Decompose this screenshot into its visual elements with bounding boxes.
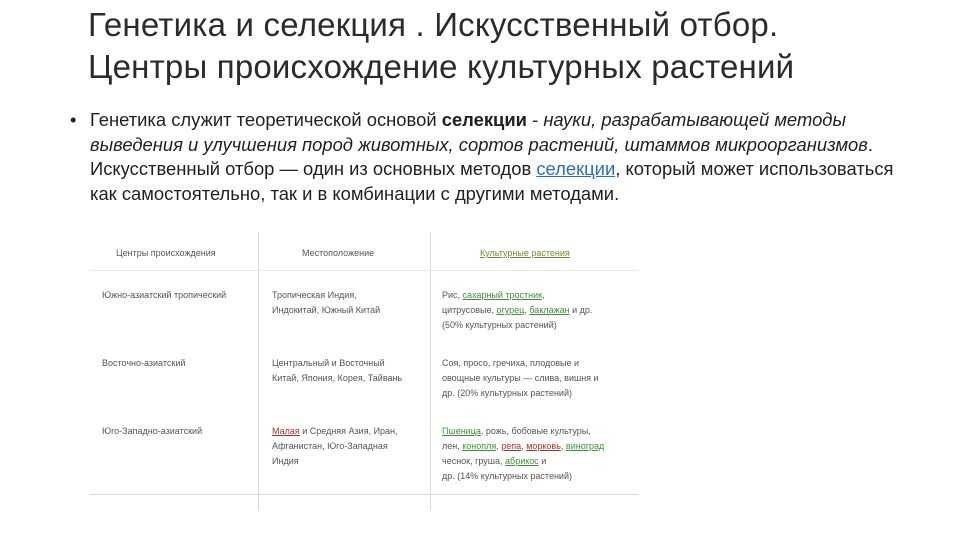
text: , — [524, 305, 530, 315]
row2-center: Восточно-азиатский — [102, 358, 186, 368]
bullet-icon: • — [70, 109, 77, 130]
text: , рожь, бобовые культуры, — [480, 426, 591, 436]
text: цитрусовые, — [442, 305, 497, 315]
row3-plants-l2 — [442, 439, 604, 454]
eggplant-link[interactable]: баклажан — [529, 305, 570, 315]
paragraph-2 — [70, 157, 920, 206]
row3-location-l3: Индия — [272, 456, 299, 466]
row3-location-l1 — [272, 424, 398, 439]
column-divider — [430, 232, 431, 510]
row1-plants-l1 — [442, 288, 545, 303]
slide-title — [88, 4, 908, 88]
row1-center: Южно-азиатский тропический — [102, 290, 227, 300]
text: , — [496, 441, 502, 451]
row1-location-l2: Индокитай, Южный Китай — [272, 305, 381, 315]
p2-text-a: Искусственный отбор — один из основных методов — [90, 158, 537, 180]
row2-plants-l1: Соя, просо, гречиха, плодовые и — [442, 358, 580, 368]
title-line-2: Центры происхождение культурных растений — [88, 48, 795, 85]
bullet-paragraph-1 — [70, 108, 920, 157]
cucumber-link[interactable]: огурец — [496, 305, 525, 315]
text: , — [521, 441, 527, 451]
grape-link[interactable]: виноград — [565, 441, 605, 451]
title-line-1: Генетика и селекция . Искусственный отбор. — [88, 6, 779, 43]
row3-plants-l3 — [442, 454, 546, 469]
text: и Средняя Азия, Иран, — [299, 426, 398, 436]
row3-plants-l1 — [442, 424, 591, 439]
p1-text-a: Генетика служит теоретической основой — [90, 109, 442, 130]
row1-plants-l3: (50% культурных растений) — [442, 320, 557, 330]
row2-plants-l3: др. (20% культурных растений) — [442, 388, 572, 398]
carrot-link[interactable]: морковь — [526, 441, 561, 451]
column-divider — [258, 232, 259, 510]
text: и др. — [569, 305, 593, 315]
p2-text-b: , который может использоваться как самостоятельно, так и в комбинации с другими методами. — [90, 158, 894, 204]
row2-location-l2: Китай, Япония, Корея, Тайвань — [272, 373, 403, 383]
hemp-link[interactable]: конопля — [462, 441, 497, 451]
row1-plants-l2 — [442, 303, 592, 318]
apricot-link[interactable]: абрикос — [505, 456, 539, 466]
row3-location-l2: Афганистан, Юго-Западная — [272, 441, 388, 451]
origin-centers-table — [90, 232, 638, 510]
header-divider — [90, 270, 638, 271]
asia-minor-link[interactable]: Малая — [272, 426, 300, 436]
table-bottom-line — [90, 494, 638, 495]
row3-center: Юго-Западно-азиатский — [102, 426, 203, 436]
row2-plants-l2: овощные культуры — слива, вишня и — [442, 373, 599, 383]
row2-location-l1: Центральный и Восточный — [272, 358, 385, 368]
text: , — [542, 290, 545, 300]
text: Рис, — [442, 290, 463, 300]
sugarcane-link[interactable]: сахарный тростник — [462, 290, 543, 300]
row1-location-l1: Тропическая Индия, — [272, 290, 357, 300]
p1-period: . — [867, 133, 873, 155]
p1-definition-italic: науки, разрабатывающей методы выведения и улучшения пород животных, сортов растений, штаммов микроорганизмов — [90, 109, 868, 155]
row3-plants-l4: др. (14% культурных растений) — [442, 471, 572, 481]
text: лен, — [442, 441, 463, 451]
wheat-link[interactable]: Пшеница — [442, 426, 481, 436]
header-centers: Центры происхождения — [116, 248, 216, 258]
header-location: Местоположение — [302, 248, 375, 258]
slide-body — [70, 108, 920, 206]
text: , — [560, 441, 566, 451]
selection-link[interactable]: селекции — [536, 158, 616, 180]
text: чеснок, груша, — [442, 456, 506, 466]
text: и — [538, 456, 547, 466]
p1-selection-bold: селекции — [441, 109, 527, 130]
turnip-link[interactable]: репа — [501, 441, 522, 451]
header-plants[interactable]: Культурные растения — [480, 248, 570, 258]
p1-dash: - — [526, 109, 544, 130]
